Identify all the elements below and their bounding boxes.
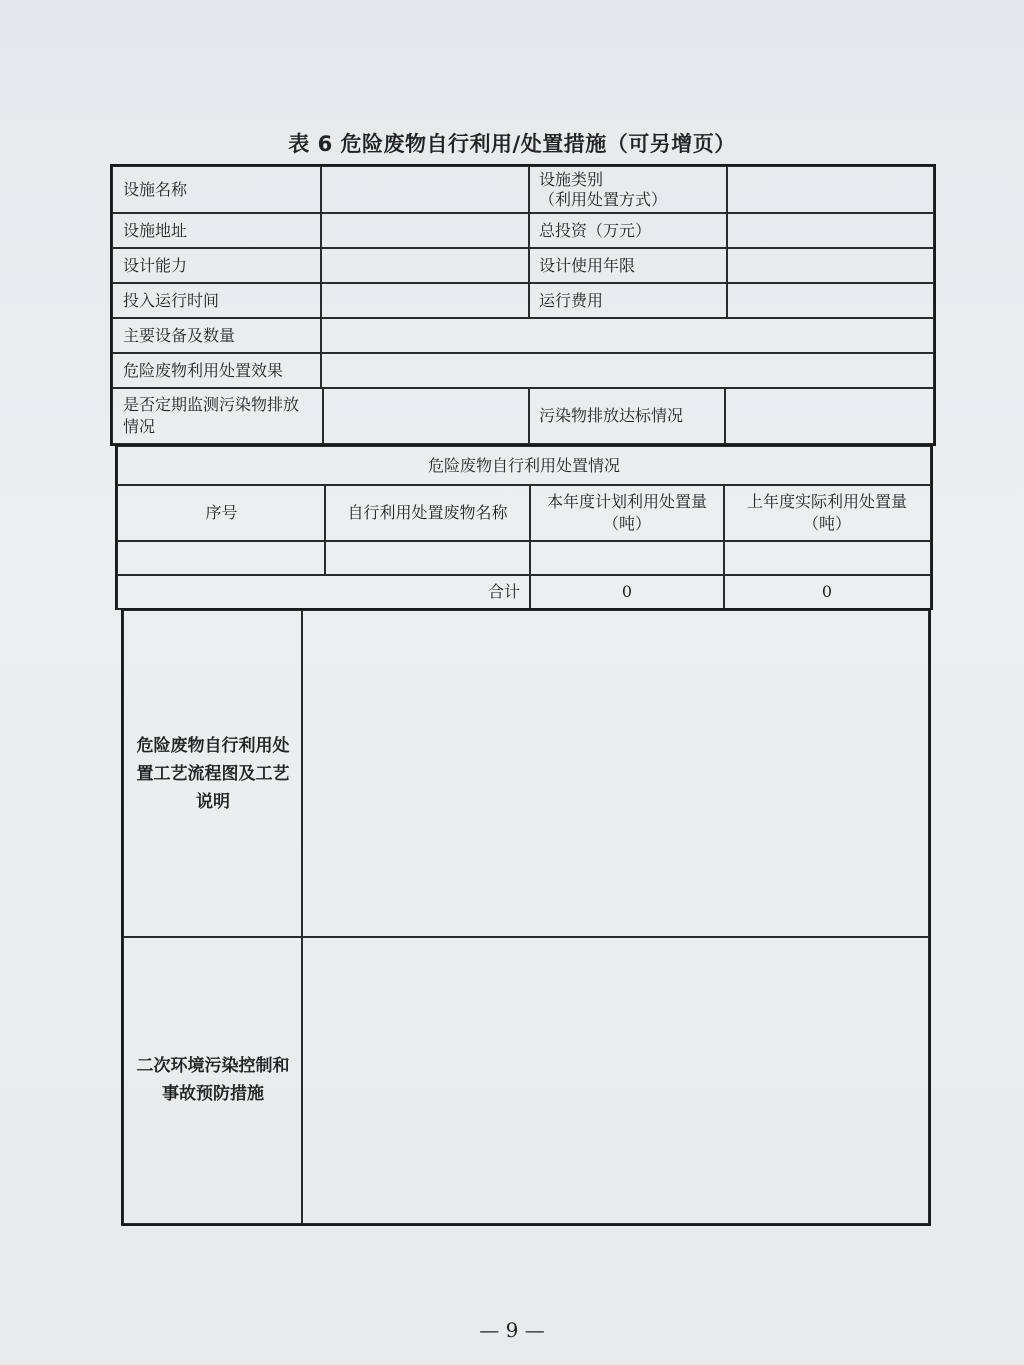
label-operation-time: 投入运行时间	[112, 282, 322, 319]
process-label: 危险废物自行利用处置工艺流程图及工艺说明	[123, 610, 303, 938]
measures-content	[301, 936, 929, 1224]
value-total-investment	[726, 212, 934, 249]
label-design-life: 设计使用年限	[528, 247, 728, 284]
value-facility-type	[726, 166, 934, 214]
label-facility-name: 设施名称	[112, 166, 322, 214]
col-name: 自行利用处置废物名称	[324, 484, 531, 542]
value-operation-time	[320, 282, 530, 319]
value-operating-cost	[726, 282, 934, 319]
label-facility-type-text: 设施类别 （利用处置方式）	[539, 170, 668, 209]
value-facility-address	[320, 212, 530, 249]
value-disposal-effect	[320, 352, 934, 389]
value-regular-monitoring	[322, 387, 530, 444]
total-label: 合计	[117, 574, 531, 610]
label-facility-type	[528, 166, 728, 214]
col-plan: 本年度计划利用处置量（吨）	[529, 484, 725, 542]
label-total-investment: 总投资（万元）	[528, 212, 728, 249]
data-cell-actual	[723, 540, 931, 576]
label-regular-monitoring: 是否定期监测污染物排放情况	[112, 387, 324, 444]
label-operating-cost: 运行费用	[528, 282, 728, 319]
value-design-capacity	[320, 247, 530, 284]
data-cell-plan	[529, 540, 725, 576]
page-number: — 9 —	[479, 1318, 545, 1342]
data-cell-name	[324, 540, 531, 576]
total-actual: 0	[723, 574, 931, 610]
label-main-equipment: 主要设备及数量	[112, 317, 322, 354]
label-disposal-effect: 危险废物利用处置效果	[112, 352, 322, 389]
col-seq: 序号	[117, 484, 326, 542]
label-facility-address: 设施地址	[112, 212, 322, 249]
process-content	[301, 610, 929, 938]
page-title: 表 6 危险废物自行利用/处置措施（可另增页）	[288, 132, 736, 156]
value-emission-compliance	[724, 387, 934, 444]
label-design-capacity: 设计能力	[112, 247, 322, 284]
value-design-life	[726, 247, 934, 284]
col-actual: 上年度实际利用处置量（吨）	[723, 484, 931, 542]
value-facility-name	[320, 166, 530, 214]
measures-label: 二次环境污染控制和事故预防措施	[123, 936, 303, 1224]
value-main-equipment	[320, 317, 934, 354]
label-emission-compliance: 污染物排放达标情况	[528, 387, 726, 444]
section-header: 危险废物自行利用处置情况	[117, 446, 931, 486]
data-cell-seq	[117, 540, 326, 576]
total-plan: 0	[529, 574, 725, 610]
